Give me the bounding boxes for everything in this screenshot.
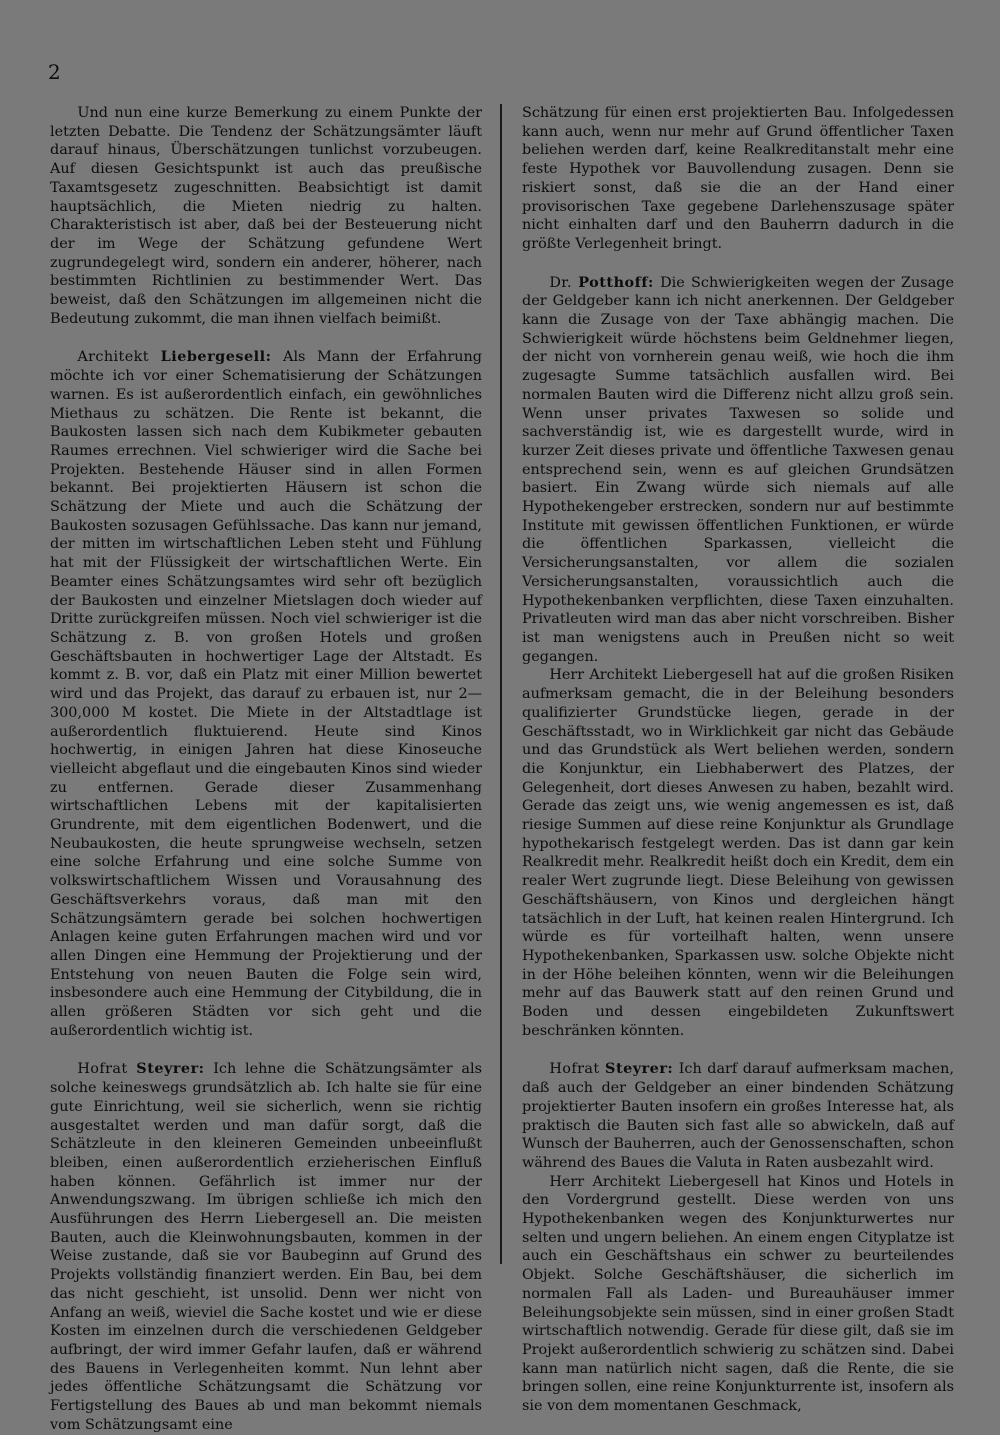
speaker-title: Architekt (77, 349, 149, 366)
paragraph-steyrer (50, 1060, 482, 1434)
column-divider (500, 104, 502, 1264)
paragraph-liebergesell (50, 348, 482, 1040)
speaker-name: Steyrer: (605, 1060, 674, 1078)
paragraph: Schätzung für einen erst projektierten Bau. Infolgedessen kann auch, wenn nur mehr auf Grund öffentlicher Taxen beliehen werden darf, keine Realkreditanstalt mehr eine feste Hypothek vor Bauvollendung zusagen. Denn sie riskiert sonst, daß sie die an der Hand einer provisorischen Taxe gegebene Darlehenszusage später nicht einhalten darf und den Bauherrn dadurch in die größte Verlegenheit bringt. (522, 105, 954, 252)
speaker-name: Liebergesell: (160, 348, 272, 366)
paragraph: Und nun eine kurze Bemerkung zu einem Punkte der letzten Debatte. Die Tendenz der Schätzungsämter läuft darauf hinaus, Überschätzungen tunlichst vorzubeugen. Auf diesen Gesichtspunkt ist auch das preußische Taxamtsgesetz zugeschnitten. Beabsichtigt ist damit hauptsächlich, die Mieten niedrig zu halten. Charakteristisch ist aber, daß bei der Besteuerung nicht der im Wege der Schätzung gefundene Wert zugrundegelegt wird, sondern ein anderer, höherer, nach bestimmten Richtlinien zu bestimmender Wert. Das beweist, daß den Schätzungen im allgemeinen nicht die Bedeutung zukommt, die man ihnen vielfach beimißt. (50, 105, 482, 327)
speaker-name: Steyrer: (136, 1060, 205, 1078)
paragraph-text: Ich darf darauf aufmerksam machen, daß auch der Geldgeber an einer bindenden Schätzung projektierter Bauten insofern ein großes Interesse hat, als praktisch die Bauten sich fast alle so abwickeln, daß auf Wunsch der Bauherren, auch der Genossenschaften, schon während des Baues die Valuta in Raten ausbezahlt wird. (522, 1061, 955, 1171)
speaker-title: Hofrat (549, 1061, 600, 1078)
speaker-name: Potthoff: (578, 273, 654, 291)
paragraph-steyrer (522, 1060, 954, 1172)
paragraph: Herr Architekt Liebergesell hat auf die großen Risiken aufmerksam gemacht, die in der Beleihung besonders qualifizierter Grundstücke liegen, gerade in der Geschäftsstadt, wo in Wirklichkeit gar nicht das Gebäude und das Grundstück als Wert beliehen werden, sondern die Konjunktur, ein Liebhaberwert des Platzes, der Gelegenheit, dort dieses Anwesen zu haben, bezahlt wird. Gerade das zeigt uns, wie wenig angemessen es ist, daß riesige Summen auf diese reine Konjunktur als Grundlage hypothekarisch festgelegt werden. Das ist dann gar kein Realkredit mehr. Realkredit heißt doch ein Kredit, dem ein realer Wert zugrunde liegt. Diese Beleihung von gewissen Geschäftshäusern, von Kinos und dergleichen hängt tatsächlich in der Luft, hat keinen realen Hintergrund. Ich würde es für vorteilhaft halten, wenn unsere Hypothekenbanken, Sparkassen usw. solche Objekte nicht in der Höhe beleihen könnten, wenn wir die Beleihungen mehr auf das Bauwerk statt auf den reinen Grund und Boden und dessen eingebildeten Zukunftswert beschränken könnten. (522, 667, 954, 1039)
paragraph-potthoff (522, 274, 954, 667)
left-column (50, 104, 482, 1435)
paragraph: Herr Architekt Liebergesell hat Kinos und Hotels in den Vordergrund gestellt. Diese werden von uns Hypothekenbanken wegen des Konjunkturwertes nur selten und ungern beliehen. An einem engen Cityplatze ist auch ein Geschäftshaus ein schwer zu beurteilendes Objekt. Solche Geschäftshäuser, die sicherlich im normalen Fall als Laden- und Bureauhäuser immer Beleihungsobjekte sein müssen, sind in einer großen Stadt wirtschaftlich notwendig. Gerade für diese gilt, daß sie im Projekt außerordentlich schwierig zu schätzen sind. Dabei kann man natürlich nicht sagen, daß die Rente, die sie bringen sollen, eine reine Konjunkturrente ist, insofern als sie von dem momentanen Geschmack, (522, 1173, 954, 1415)
paragraph-text: Als Mann der Erfahrung möchte ich vor einer Schematisierung der Schätzungen warnen. Es ist außerordentlich einfach, ein gewöhnliches Miethaus zu schätzen. Die Rente ist bekannt, die Baukosten lassen sich nach dem Kubikmeter gebauten Raumes errechnen. Viel schwieriger wird die Sache bei Projekten. Bestehende Häuser sind in allen Formen bekannt. Bei projektierten Häusern ist schon die Schätzung der Miete und auch die Schätzung der Baukosten sozusagen Gefühlssache. Das kann nur jemand, der mitten im wirtschaftlichen Leben steht und Fühlung hat mit der Flüssigkeit der wirtschaftlichen Werte. Ein Beamter eines Schätzungsamtes wird sehr oft bezüglich der Baukosten und einzelner Mietslagen doch wieder auf Dritte zurückgreifen müssen. Noch viel schwieriger ist die Schätzung z. B. von großen Hotels und großen Geschäftsbauten in hochwertiger Lage der Altstadt. Es kommt z. B. vor, daß ein Platz mit einer Million bewertet wird und das Projekt, das darauf zu erbauen ist, nur 2—300,000 M kostet. Die Miete in der Altstadtlage ist außerordentlich fluktuierend. Heute sind Kinos hochwertig, in einigen Jahren hat diese Kinoseuche vielleicht abgeflaut und die eingebauten Kinos sind wieder zu entfernen. Gerade dieser Zusammenhang wirtschaftlichen Lebens mit der kapitalisierten Grundrente, mit dem eigentlichen Bodenwert, und die Neubaukosten, die heute sprungweise wechseln, setzen eine solche Erfahrung und eine solche Summe von volkswirtschaftlichem Wissen und Vorausahnung des Geschäftsverkehrs voraus, daß man mit den Schätzungsämtern gerade bei solchen hochwertigen Anlagen keine guten Erfahrungen machen wird und vor allen Dingen eine Hemmung der Projektierung und der Entstehung von neuen Bauten die Folge sein wird, insbesondere auch eine Hemmung der Citybildung, die in allen größeren Städten vor sich geht und die außerordentlich wichtig ist. (50, 349, 483, 1039)
paragraph-text: Ich lehne die Schätzungsämter als solche keineswegs grundsätzlich ab. Ich halte sie für eine gute Einrichtung, weil sie sicherlich, wenn sie richtig ausgestaltet werden und man dafür sorgt, daß die Schätzleute in den kleineren Gemeinden unbeeinflußt bleiben, einen außerordentlich erzieherischen Einfluß haben können. Gefährlich ist immer nur der Anwendungszwang. Im übrigen schließe ich mich den Ausführungen des Herrn Liebergesell an. Die meisten Bauten, auch die Kleinwohnungsbauten, kommen in der Weise zustande, daß sie vor Baubeginn auf Grund des Projekts vollständig finanziert werden. Ein Bau, bei dem das nicht geschieht, ist unsolid. Denn wer nicht von Anfang an weiß, wieviel die Sache kostet und wie er diese Kosten im einzelnen durch die verschiedenen Geldgeber aufbringt, der wird immer Gefahr laufen, daß er während des Bauens in Verlegenheiten kommt. Nun lehnt aber jedes öffentliche Schätzungsamt die Schätzung vor Fertigstellung des Baues ab und man bekommt niemals vom Schätzungsamt eine (50, 1061, 482, 1433)
page-number: 2 (48, 60, 61, 84)
speaker-title: Hofrat (77, 1061, 128, 1078)
paragraph-text: Die Schwierigkeiten wegen der Zusage der Geldgeber kann ich nicht anerkennen. Der Geldgeber kann die Zusage von der Taxe abhängig machen. Die Schwierigkeit würde höchstens beim Geldnehmer liegen, der nicht von vornherein genau weiß, wie hoch die ihm zugesagte Summe tatsächlich ausfallen wird. Bei normalen Bauten wird die Differenz nicht allzu groß sein. Wenn unser privates Taxwesen so solide und sachverständig ist, wie es dargestellt wurde, wird in kurzer Zeit dieses private und öffentliche Taxwesen genau entsprechend sein, wenn es auf gleichen Grundsätzen basiert. Ein Zwang würde sich niemals auf alle Hypothekengeber erstrecken, sondern nur auf bestimmte Institute mit gewissen öffentlichen Funktionen, er würde die öffentlichen Sparkassen, vielleicht die Versicherungsanstalten, vor allem die sozialen Versicherungsanstalten, voraussichtlich auch die Hypothekenbanken verpflichten, diese Taxen einzuhalten. Privatleuten wird man das aber nicht vorschreiben. Bisher ist man wenigstens auch in Preußen nicht so weit gegangen. (522, 274, 955, 665)
right-column (522, 104, 954, 1416)
speaker-title: Dr. (549, 274, 572, 291)
